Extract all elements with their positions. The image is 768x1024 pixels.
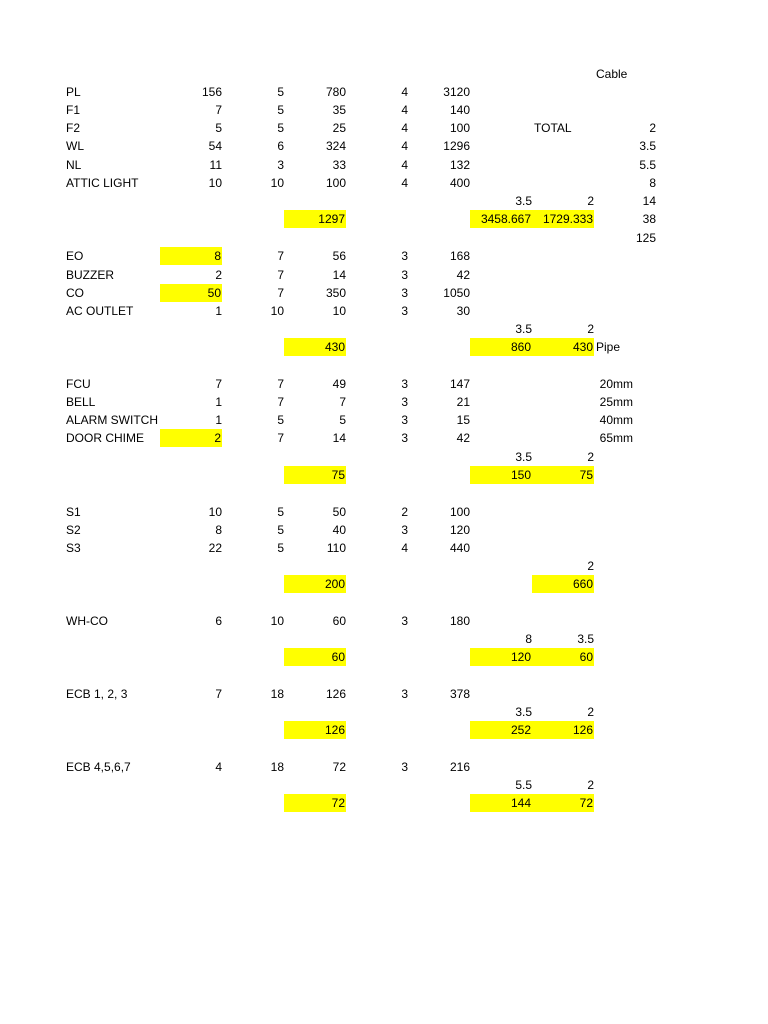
cell-c4: 4 [401,85,408,99]
cell-c2: 5 [277,541,284,555]
row-label: WL [66,139,84,153]
result-cell: 126 [532,721,594,739]
row-label: WH-CO [66,614,108,628]
cell-c1: 6 [215,614,222,628]
cell-c3: 49 [332,377,346,391]
factor-cell: 2 [587,450,594,464]
cell-c4: 3 [401,395,408,409]
pipe-label: Pipe [596,340,621,354]
cell-c1: 54 [208,139,222,153]
cell-c5: 15 [456,413,470,427]
cell-c4: 3 [401,523,408,537]
cable-header: Cable [596,67,628,81]
cell-c1: 8 [215,523,222,537]
cable-size: 3.5 [639,139,656,153]
cell-c2: 7 [277,431,284,445]
cell-c3: 110 [326,541,346,555]
cell-c3: 40 [332,523,346,537]
cell-c4: 3 [401,614,408,628]
cell-c5: 30 [456,304,470,318]
cell-c3: 5 [339,413,346,427]
cell-c1: 10 [208,176,222,190]
result-cell: 75 [532,466,594,484]
cell-c2: 10 [270,304,284,318]
result-cell: 1729.333 [532,210,594,228]
cell-c5: 3120 [443,85,470,99]
result-cell: 144 [470,794,532,812]
cell-c4: 3 [401,687,408,701]
cell-c2: 6 [277,139,284,153]
row-label: EO [66,249,84,263]
cell-c2: 5 [277,505,284,519]
cell-c1: 7 [215,103,222,117]
cable-size: 125 [635,231,656,245]
cell-c5: 147 [449,377,470,391]
cable-size: 14 [642,194,656,208]
cell-c2: 10 [270,176,284,190]
cell-c3: 14 [332,268,346,282]
pipe-size: 20mm [599,377,633,391]
cell-c4: 3 [401,413,408,427]
cell-c1: 2 [160,429,222,447]
factor-cell: 3.5 [515,194,532,208]
cell-c4: 4 [401,139,408,153]
cell-c2: 7 [277,377,284,391]
result-cell: 860 [470,338,532,356]
cell-c1: 2 [215,268,222,282]
cell-c2: 7 [277,395,284,409]
result-cell: 660 [532,575,594,593]
cell-c5: 216 [449,760,470,774]
cable-size: 38 [642,212,656,226]
cell-c4: 3 [401,268,408,282]
cell-c2: 10 [270,614,284,628]
cell-c5: 140 [449,103,470,117]
cell-c5: 1296 [443,139,470,153]
cell-c3: 33 [332,158,346,172]
cell-c1: 1 [215,413,222,427]
factor-cell: 2 [587,778,594,792]
factor-cell: 5.5 [515,778,532,792]
cell-c5: 132 [449,158,470,172]
factor-cell: 3.5 [515,705,532,719]
subtotal-cell: 72 [284,794,346,812]
row-label: S1 [66,505,81,519]
total-label: TOTAL [534,121,572,135]
subtotal-cell: 60 [284,648,346,666]
pipe-size: 65mm [599,431,633,445]
cell-c3: 100 [325,176,346,190]
cell-c4: 4 [401,176,408,190]
cell-c3: 14 [332,431,346,445]
cell-c1: 7 [215,377,222,391]
cell-c5: 21 [456,395,470,409]
cell-c4: 3 [401,760,408,774]
cell-c2: 5 [277,85,284,99]
subtotal-cell: 200 [284,575,346,593]
cell-c3: 7 [339,395,346,409]
cell-c1: 5 [215,121,222,135]
cell-c4: 3 [401,286,408,300]
subtotal-cell: 430 [284,338,346,356]
cable-size: 8 [649,176,656,190]
row-label: CO [66,286,84,300]
row-label: S3 [66,541,81,555]
row-label: BUZZER [66,268,114,282]
cell-c1: 50 [160,284,222,302]
row-label: ECB 4,5,6,7 [66,760,131,774]
cell-c1: 1 [215,395,222,409]
factor-cell: 2 [587,559,594,573]
cell-c3: 126 [325,687,346,701]
row-label: BELL [66,395,96,409]
factor-cell: 2 [587,705,594,719]
cell-c5: 1050 [443,286,470,300]
cell-c3: 350 [325,286,346,300]
factor-cell: 3.5 [577,632,594,646]
row-label: PL [66,85,81,99]
cell-c1: 8 [160,247,222,265]
pipe-size: 25mm [599,395,633,409]
subtotal-cell: 1297 [284,210,346,228]
result-cell: 3458.667 [470,210,532,228]
subtotal-cell: 75 [284,466,346,484]
subtotal-cell: 126 [284,721,346,739]
cable-size: 5.5 [639,158,656,172]
row-label: ALARM SWITCH [66,413,159,427]
cell-c1: 22 [208,541,222,555]
row-label: DOOR CHIME [66,431,144,445]
cell-c5: 100 [449,505,470,519]
cell-c1: 11 [209,158,222,172]
cell-c4: 4 [401,121,408,135]
result-cell: 150 [470,466,532,484]
cell-c3: 56 [332,249,346,263]
result-cell: 430 [532,338,594,356]
cell-c2: 7 [277,286,284,300]
cell-c1: 156 [201,85,222,99]
row-label: ECB 1, 2, 3 [66,687,128,701]
row-label: F2 [66,121,81,135]
cell-c4: 3 [401,431,408,445]
cell-c2: 18 [270,760,284,774]
factor-cell: 2 [587,194,594,208]
result-cell: 72 [532,794,594,812]
cell-c3: 25 [332,121,346,135]
cell-c5: 440 [449,541,470,555]
cell-c5: 42 [456,431,470,445]
cell-c4: 3 [401,304,408,318]
result-cell: 252 [470,721,532,739]
factor-cell: 8 [525,632,532,646]
cell-c5: 378 [449,687,470,701]
cell-c2: 18 [270,687,284,701]
cell-c1: 4 [215,760,222,774]
cell-c3: 72 [332,760,346,774]
cell-c2: 5 [277,413,284,427]
cell-c3: 780 [325,85,346,99]
cell-c1: 1 [215,304,222,318]
factor-cell: 3.5 [515,322,532,336]
cell-c5: 42 [456,268,470,282]
cell-c3: 10 [332,304,346,318]
row-label: AC OUTLET [66,304,134,318]
cell-c3: 60 [332,614,346,628]
cell-c5: 168 [449,249,470,263]
cell-c2: 5 [277,103,284,117]
cell-c5: 120 [449,523,470,537]
row-label: NL [66,158,82,172]
result-cell: 120 [470,648,532,666]
row-label: FCU [66,377,91,391]
cell-c2: 7 [277,249,284,263]
cell-c4: 3 [401,249,408,263]
cell-c4: 4 [401,541,408,555]
cell-c4: 3 [401,377,408,391]
factor-cell: 2 [587,322,594,336]
cell-c2: 5 [277,121,284,135]
row-label: ATTIC LIGHT [66,176,139,190]
row-label: F1 [66,103,81,117]
cell-c5: 180 [449,614,470,628]
cell-c2: 7 [277,268,284,282]
cell-c2: 3 [277,158,284,172]
cell-c4: 4 [401,103,408,117]
result-cell: 60 [532,648,594,666]
cell-c3: 50 [332,505,346,519]
cell-c4: 2 [401,505,408,519]
cell-c1: 10 [208,505,222,519]
cable-size: 2 [649,121,656,135]
cell-c2: 5 [277,523,284,537]
pipe-size: 40mm [599,413,633,427]
cell-c3: 324 [325,139,346,153]
factor-cell: 3.5 [515,450,532,464]
cell-c1: 7 [215,687,222,701]
cell-c4: 4 [401,158,408,172]
cell-c5: 100 [449,121,470,135]
row-label: S2 [66,523,81,537]
cell-c3: 35 [332,103,346,117]
cell-c5: 400 [449,176,470,190]
